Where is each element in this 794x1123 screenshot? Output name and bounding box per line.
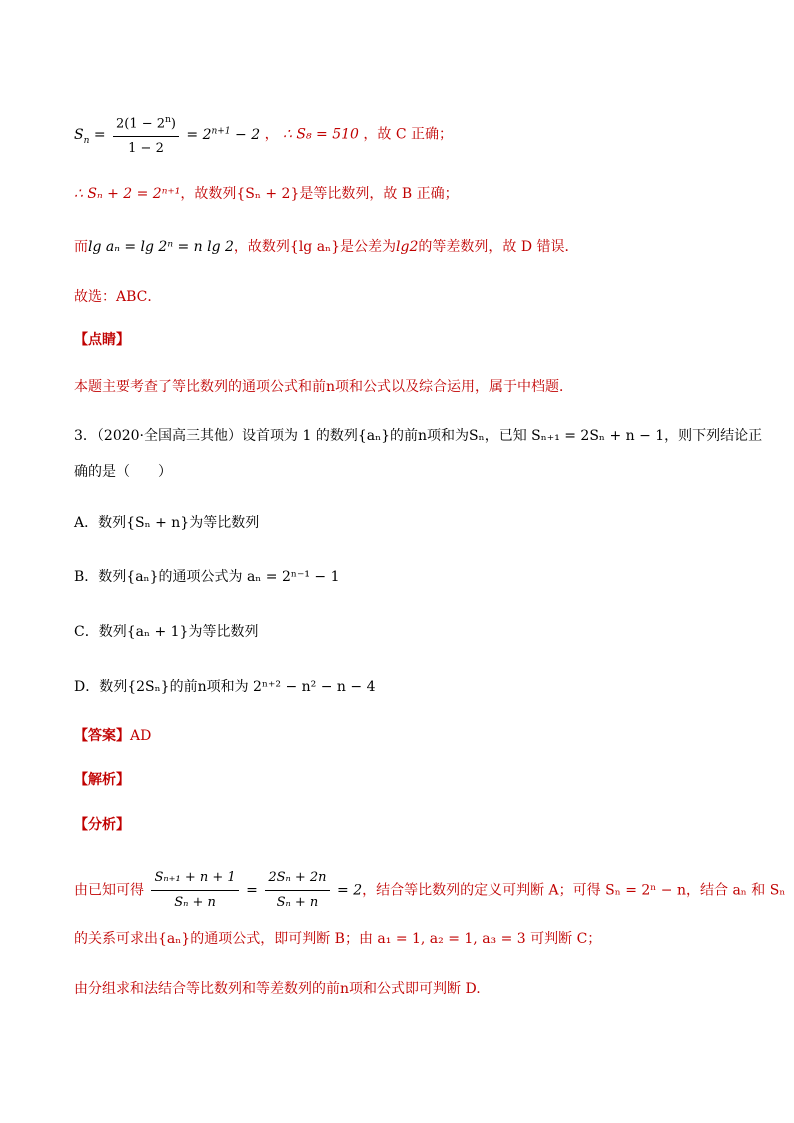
answer-label: 【答案】 [74,728,130,744]
text-d-part1: ，故数列{lg aₙ}是公差为 [233,239,397,255]
question-stem-line-1 [74,426,762,446]
text-b-correct: ，故数列{Sₙ + 2}是等比数列，故 B 正确； [180,186,459,202]
fraction-ratio-2: $\frac{\text{2Sₙ + 2n}}{\text{Sₙ + n}}$ [265,868,329,913]
comment-text: 本题主要考查了等比数列的通项公式和前n项和公式以及综合运用，属于中档题． [74,379,574,395]
question-source: （2020·全国高三其他） [96,428,243,444]
solution-line-3 [74,237,579,257]
fraction-sn: $\frac{2(1 - 2^n)}{1 - 2}$ [113,110,179,159]
solution-line-1 [74,110,453,159]
option-b: B．数列{aₙ}的通项公式为 aₙ = 2ⁿ⁻¹ − 1 [74,569,340,585]
question-stem-line-2: 确的是（ ） [74,464,172,480]
fraction-ratio-1: $\frac{\text{Sₙ₊₁ + n + 1}}{\text{Sₙ + n}}$ [151,868,238,913]
fenxi-text-1: ，结合等比数列的定义可判断 A；可得 Sₙ = 2ⁿ − n，结合 aₙ 和 Sₙ [362,882,786,899]
analysis-label: 【解析】 [74,772,130,788]
text-lg2: lg2 [396,239,419,255]
formula-sn-plus-2: ∴ Sₙ + 2 = 2ⁿ⁺¹ [74,186,181,202]
option-a: A．数列{Sₙ + n}为等比数列 [74,515,260,531]
solution-line-2 [74,184,459,204]
text-c-correct: ，故 C 正确； [363,126,454,143]
question-number: 3． [74,428,97,444]
answer-line [74,726,151,746]
answer-choice-line: 故选：ABC． [74,289,162,305]
formula-lg-an: lg aₙ = lg 2ⁿ = n lg 2 [88,239,234,255]
question-stem-1: 设首项为 1 的数列{aₙ}的前n项和为Sₙ，已知 Sₙ₊₁ = 2Sₙ + n − 1，则下列结论正 [242,428,763,444]
text-comma: ， [264,126,279,143]
formula-s8: ∴ S₈ = 510 [283,126,359,143]
fenxi-line-2: 的关系可求出{aₙ}的通项公式，即可判断 B；由 a₁ = 1, a₂ = 1, a₃ = 3 可判断 C； [74,931,602,947]
option-d: D．数列{2Sₙ}的前n项和为 2ⁿ⁺² − n² − n − 4 [74,679,376,695]
answer-value: AD [130,728,152,744]
comment-label: 【点睛】 [74,332,130,348]
formula-sn-sum: $S_n$ = $\frac{2(1 - 2^n)}{1 - 2}$ = $2^{n+1} - 2$ [74,127,265,143]
option-c: C．数列{aₙ + 1}为等比数列 [74,624,259,640]
fenxi-prefix: 由已知可得 [74,882,144,899]
text-er: 而 [74,239,88,255]
fenxi-eq-end: = 2 [337,882,363,899]
text-d-part2: 的等差数列，故 D 错误． [418,239,579,255]
fenxi-label: 【分析】 [74,817,130,833]
fenxi-line-3: 由分组求和法结合等比数列和等差数列的前n项和公式即可判断 D. [74,981,481,997]
fenxi-line-1: 由已知可得 $\frac{\text{Sₙ₊₁ + n + 1}}{\text{Sₙ + n}}$ = $\frac{\text{2Sₙ + 2n}}{\text{Sₙ + n}}$ = 2，结合等比数列的定义可判断 A；可得 Sₙ = 2ⁿ − n，结合 aₙ 和 Sₙ [74,868,785,913]
